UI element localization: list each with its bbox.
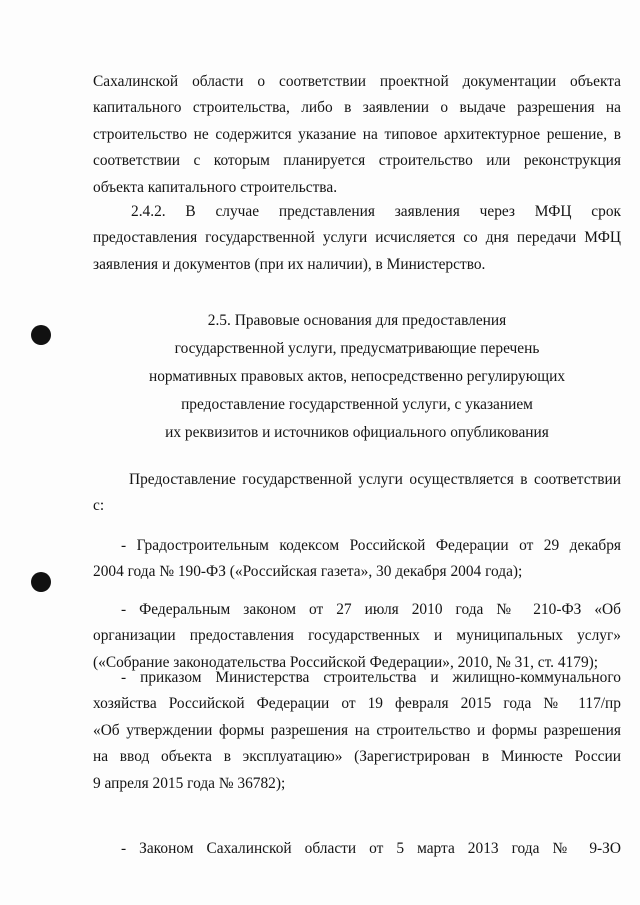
text-line: соответствии с которым планируется строительство или реконструкция (93, 152, 621, 170)
continuation-paragraph (93, 69, 621, 201)
punch-hole-mark (31, 572, 51, 592)
text-line: предоставления государственной услуги исчисляется со дня передачи МФЦ (93, 229, 621, 247)
text-line: хозяйства Российской Федерации от 19 февраля 2015 года № 117/пр (93, 695, 621, 713)
intro-paragraph (93, 467, 621, 520)
list-item-sakhalin-law (93, 836, 621, 862)
heading-line: 2.5. Правовые основания для предоставления (207, 312, 507, 329)
text-line: заявления и документов (при их наличии), в Министерство. (93, 255, 486, 273)
heading-line: их реквизитов и источников официального опубликования (165, 424, 549, 441)
list-item-grad-code (93, 533, 621, 586)
clause-2-4-2 (93, 199, 621, 278)
text-line: Сахалинской области о соответствии проектной документации объекта (93, 73, 621, 90)
text-line: - приказом Министерства строительства и жилищно-коммунального (121, 669, 621, 686)
text-line: капитального строительства, либо в заявлении о выдаче разрешения на (93, 99, 621, 117)
text-line: - Федеральным законом от 27 июля 2010 года № 210-ФЗ «Об (121, 601, 621, 618)
text-line: «Об утверждении формы разрешения на строительство и формы разрешения (93, 721, 621, 739)
text-line: 9 апреля 2015 года № 36782); (93, 774, 286, 792)
text-line: - Законом Сахалинской области от 5 марта 2013 года № 9-ЗО (121, 840, 621, 857)
heading-line: нормативных правовых актов, непосредственно регулирующих (148, 368, 566, 385)
text-line: на ввод объекта в эксплуатацию» (Зарегистрирован в Минюсте России (93, 748, 621, 766)
section-2-5-heading (93, 307, 621, 447)
text-line: строительство не содержится указание на типовое архитектурное решение, в (93, 125, 621, 143)
text-line: с: (93, 497, 105, 515)
text-line: - Градостроительным кодексом Российской Федерации от 29 декабря (121, 537, 621, 554)
text-line: («Собрание законодательства Российской Федерации», 2010, № 31, ст. 4179); (93, 653, 599, 671)
heading-line: государственной услуги, предусматривающие перечень (174, 340, 540, 357)
text-line: 2004 года № 190-ФЗ («Российская газета», 30 декабря 2004 года); (93, 563, 523, 581)
text-line: 2.4.2. В случае представления заявления через МФЦ срок (131, 203, 621, 220)
list-item-minstroy-order (93, 665, 621, 797)
text-line: Предоставление государственной услуги осуществляется в соответствии (129, 471, 621, 488)
text-line: объекта капитального строительства. (93, 178, 338, 196)
punch-hole-mark (31, 325, 51, 345)
text-line: организации предоставления государственных и муниципальных услуг» (93, 627, 621, 645)
heading-line: предоставление государственной услуги, с указанием (181, 396, 533, 413)
